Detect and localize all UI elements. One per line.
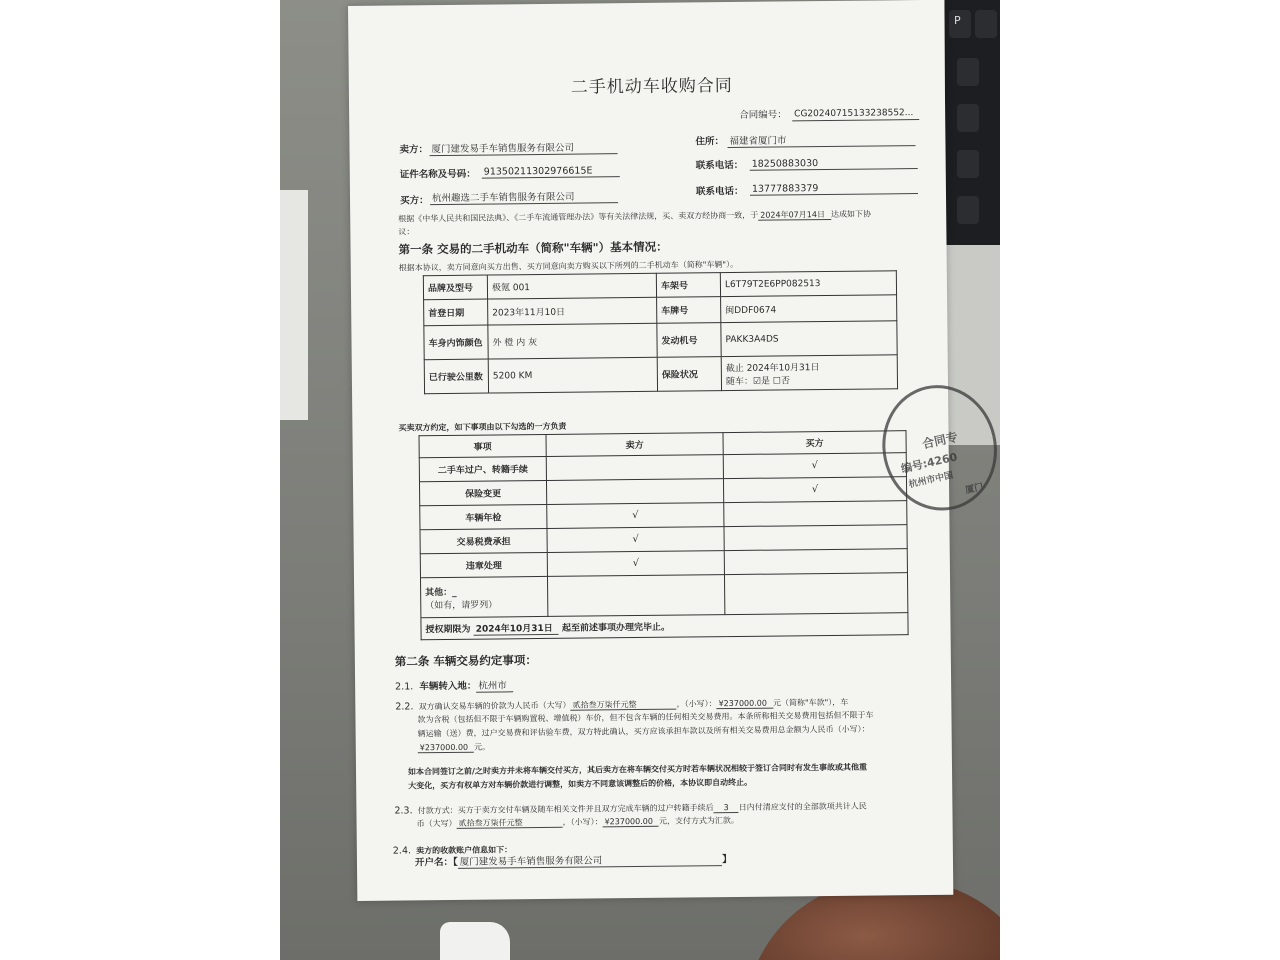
vin-label: 车架号 — [656, 273, 720, 298]
engine-label: 发动机号 — [657, 323, 721, 358]
seal-text: 编号:4260 — [899, 450, 959, 476]
clause-2-2-line-3: 辆运输（送）费，过户交易费和评估验车费，双方特此确认，买方应该承担车款以及所有相关交易费用总金额为人民币（小写）： — [417, 724, 870, 739]
clause-2-2-line-4: ¥237000.00 元。 — [419, 742, 491, 753]
phone-label-2: 联系电话： — [695, 185, 744, 198]
duties-header-buyer: 买方 — [723, 431, 906, 455]
duty-other-cell — [420, 576, 547, 617]
duty-buyer-cell — [724, 525, 907, 551]
white-cloth — [440, 922, 510, 960]
duty-other-label: 其他：_ — [425, 587, 457, 598]
brand-label: 品牌及型号 — [423, 275, 487, 300]
clause-2-3-line-2: 币（大写） 贰拾叁万柒仟元整 ，（小写）： ¥237000.00 元，支付方式为汇款。 — [416, 815, 739, 829]
id-label: 证件名称及号码： — [399, 168, 476, 181]
buyer-phone: 13777883379 — [750, 182, 918, 196]
reg-date-label: 首登日期 — [424, 299, 488, 326]
id-value: 91350211302976615E — [482, 165, 620, 179]
insurance-expiry: 截止 2024年10月31日 — [725, 362, 820, 374]
plate-label: 车牌号 — [657, 297, 721, 324]
deadline-date: 2024年10月31日 — [474, 624, 559, 636]
color-value: 外 橙 内 灰 — [488, 323, 657, 359]
seller-label: 卖方： — [399, 144, 429, 156]
buyer-label: 买方： — [399, 195, 429, 207]
address-value: 福建省厦门市 — [727, 134, 915, 148]
duty-seller-check: √ — [547, 527, 724, 553]
duty-buyer-check: √ — [723, 477, 906, 503]
duties-header-item: 事项 — [419, 434, 546, 457]
duty-buyer-cell — [724, 573, 907, 615]
duties-table — [418, 430, 908, 640]
with-car-checkbox: 随车：☑是 ☐否 — [725, 375, 791, 387]
contract-number-label: 合同编号： — [739, 109, 787, 121]
article-1-heading: 第一条 交易的二手机动车（简称"车辆"）基本情况： — [398, 239, 668, 257]
change-paragraph-1: 如本合同签订之前/之时卖方并未将车辆交付买方，其后卖方在将车辆交付买方时若车辆状况相较于签订合同时有发生事故或其他重 — [407, 762, 867, 777]
seal-text: 厦门 — [964, 482, 985, 497]
vehicle-info-table — [423, 270, 898, 394]
article-1-intro: 根据本协议，卖方同意向买方出售、买方同意向卖方购买以下所列的二手机动车（简称"车辆"）。 — [398, 259, 739, 273]
engine-value: PAKK3A4DS — [721, 321, 897, 357]
change-paragraph-2: 大变化，买方有权单方对车辆价款进行调整，如卖方不同意该调整后的价格，本协议即自动终止。 — [408, 777, 753, 791]
background-paper — [280, 190, 308, 420]
keyboard-key-label: P — [954, 14, 961, 27]
duty-item: 保险变更 — [419, 480, 546, 505]
seller-name: 厦门建发易手车销售服务有限公司 — [429, 142, 617, 156]
duty-seller-check: √ — [547, 503, 724, 529]
insurance-label: 保险状况 — [657, 357, 721, 392]
duty-item: 交易税费承担 — [420, 528, 547, 553]
duty-seller-cell — [547, 575, 724, 617]
photo-background — [280, 0, 1000, 960]
contract-number: CG20240715133238552... — [792, 108, 919, 121]
reg-date-value: 2023年11月10日 — [488, 297, 657, 325]
seller-phone: 18250883030 — [750, 157, 918, 171]
duty-item: 车辆年检 — [420, 504, 547, 529]
duty-item: 二手车过户、转籍手续 — [419, 456, 546, 481]
duty-item: 违章处理 — [420, 552, 547, 577]
seal-text: 合同专 — [920, 429, 960, 452]
clause-2-3-line-1: 2.3. 付款方式：买方于卖方交付车辆及随车相关文件并且双方完成车辆的过户转籍手续后 3 日内付清应支付的全部款项共计人民 — [394, 801, 867, 817]
duty-other-hint: （如有，请罗列） — [425, 599, 498, 611]
duty-seller-cell — [546, 455, 723, 481]
phone-label-1: 联系电话： — [695, 159, 744, 172]
color-label: 车身内饰颜色 — [424, 325, 488, 360]
plate-value: 闽DDF0674 — [721, 295, 897, 323]
duty-buyer-cell — [724, 549, 907, 575]
contract-title: 二手机动车收购合同 — [570, 75, 733, 98]
clause-2-4-line-1: 2.4. 卖方的收款账户信息如下： — [392, 845, 513, 857]
duty-seller-cell — [546, 479, 723, 505]
preamble-line-2: 议： — [398, 227, 415, 237]
clause-2-1: 2.1. 车辆转入地： 杭州市 — [395, 680, 513, 693]
duties-header-seller: 卖方 — [546, 433, 723, 457]
account-name-row: 开户名：【 厦门建发易手车销售服务有限公司 】 — [414, 854, 732, 869]
preamble-line-1: 根据《中华人民共和国民法典》、《二手车流通管理办法》等有关法律法规，买、卖双方经协商一致，于 2024年07月14日 达成如下协 — [398, 209, 871, 224]
address-label: 住所： — [695, 136, 725, 148]
seal-text: 杭州市中国 — [908, 470, 955, 491]
deadline-row: 授权期限为 2024年10月31日 起至前述事项办理完毕止。 — [421, 613, 908, 640]
article-2-heading: 第二条 车辆交易约定事项： — [394, 653, 537, 669]
duty-buyer-check: √ — [723, 453, 906, 479]
keyboard — [945, 0, 1000, 245]
buyer-name: 杭州趣选二手车销售服务有限公司 — [430, 191, 618, 205]
duties-intro: 买卖双方约定，如下事项由以下勾选的一方负责 — [398, 421, 567, 433]
mileage-value: 5200 KM — [488, 357, 657, 393]
clause-2-2-line-2: 款为含税（包括但不限于车辆购置税、增值税）车价，但不包含车辆的任何相关交易费用。本条所称相关交易费用包括但不限于车 — [417, 710, 874, 725]
mileage-label: 已行驶公里数 — [424, 359, 488, 394]
brand-value: 极氪 001 — [487, 273, 656, 299]
clause-2-2-line-1: 2.2. 双方确认交易车辆的价款为人民币（大写） 贰拾叁万柒仟元整 ，（小写）： ¥237000.00 元（简称"车款"），车 — [395, 697, 849, 713]
contract-document — [348, 0, 985, 901]
insurance-value — [721, 355, 897, 391]
vin-value: L6T79T2E6PP082513 — [720, 271, 896, 297]
duty-seller-check: √ — [547, 551, 724, 577]
duty-buyer-cell — [724, 501, 907, 527]
